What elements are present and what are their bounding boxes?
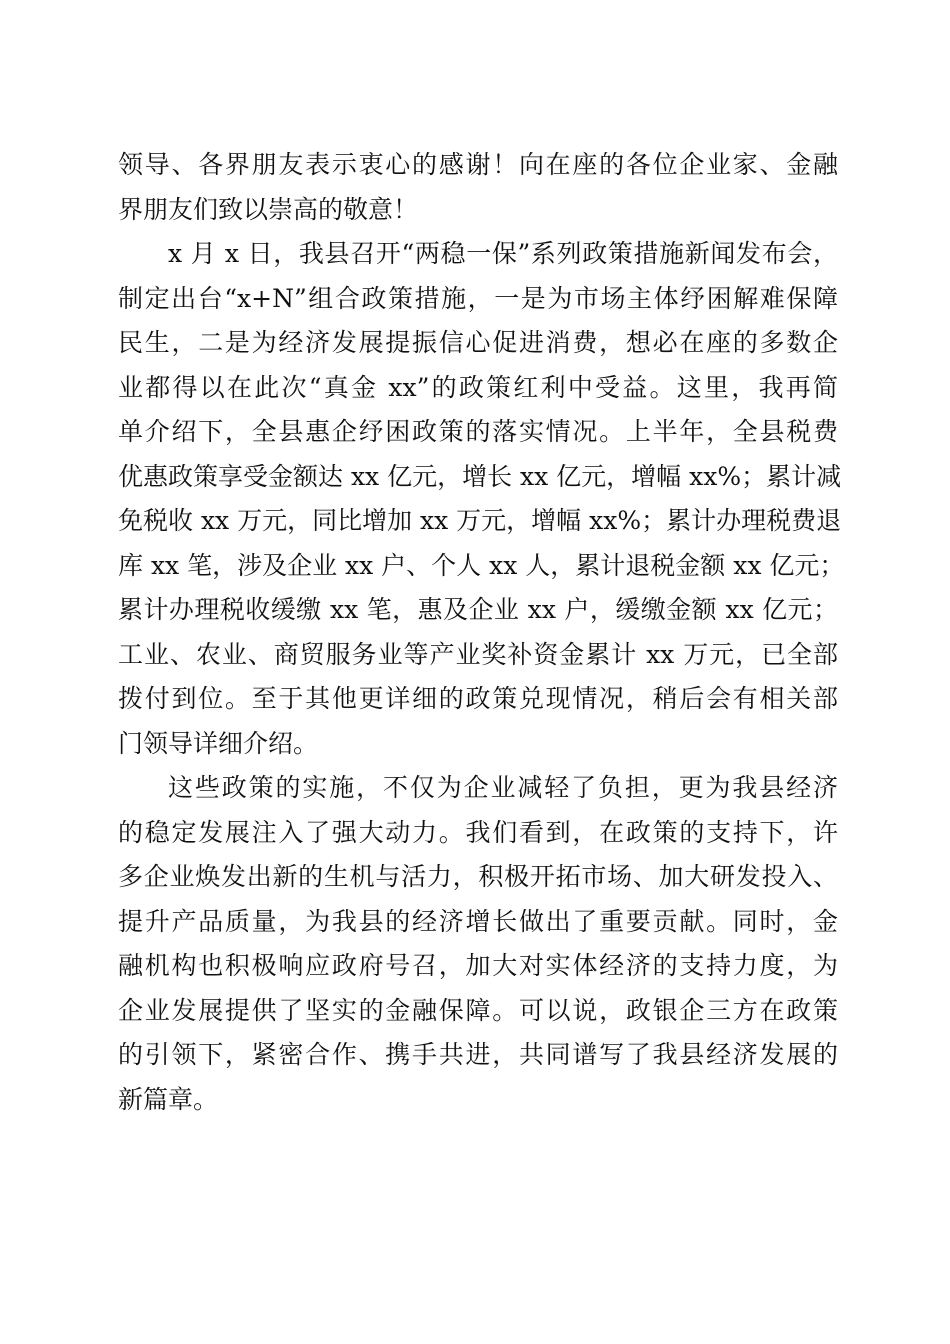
paragraph-line: 新篇章。 <box>118 1084 219 1114</box>
paragraph-line: 多企业焕发出新的生机与活力，积极开拓市场、加大研发投入、 <box>118 862 838 891</box>
document-body <box>118 143 845 1122</box>
paragraph-line: 库 xx 笔，涉及企业 xx 户、个人 xx 人，累计退税金额 xx 亿元； <box>118 550 845 580</box>
paragraph-line: 门领导详细介绍。 <box>118 728 319 758</box>
paragraph-3 <box>118 766 838 1122</box>
paragraph-line: 这些政策的实施，不仅为企业减轻了负担，更为我县经济 <box>168 773 838 802</box>
paragraph-line: 的稳定发展注入了强大动力。我们看到，在政策的支持下，许 <box>118 817 838 847</box>
paragraph-1 <box>118 143 838 232</box>
paragraph-line: 业都得以在此次“真金 xx”的政策红利中受益。这里，我再简 <box>118 372 838 402</box>
paragraph-line: 免税收 xx 万元，同比增加 xx 万元，增幅 xx%；累计办理税费退 <box>118 506 842 535</box>
paragraph-line: 企业发展提供了坚实的金融保障。可以说，政银企三方在政策 <box>118 995 838 1025</box>
paragraph-line: 优惠政策享受金额达 xx 亿元，增长 xx 亿元，增幅 xx%；累计减 <box>118 461 842 491</box>
paragraph-line: 工业、农业、商贸服务业等产业奖补资金累计 xx 万元，已全部 <box>118 639 838 669</box>
paragraph-2 <box>118 232 845 766</box>
paragraph-line: 融机构也积极响应政府号召，加大对实体经济的支持力度，为 <box>118 951 838 980</box>
paragraph-line: 单介绍下，全县惠企纾困政策的落实情况。上半年，全县税费 <box>118 417 838 446</box>
paragraph-line: 民生，二是为经济发展提振信心促进消费，想必在座的多数企 <box>118 328 838 357</box>
paragraph-line: 领导、各界朋友表示衷心的感谢！向在座的各位企业家、金融 <box>118 150 838 179</box>
paragraph-line: 制定出台“x+N”组合政策措施，一是为市场主体纾困解难保障 <box>118 283 838 313</box>
paragraph-line: x 月 x 日，我县召开“两稳一保”系列政策措施新闻发布会， <box>168 239 838 268</box>
paragraph-line: 拨付到位。至于其他更详细的政策兑现情况，稍后会有相关部 <box>118 684 838 713</box>
paragraph-line: 累计办理税收缓缴 xx 笔，惠及企业 xx 户，缓缴金额 xx 亿元； <box>118 595 838 624</box>
paragraph-line: 界朋友们致以崇高的敬意！ <box>118 194 419 224</box>
paragraph-line: 提升产品质量，为我县的经济增长做出了重要贡献。同时，金 <box>118 906 838 936</box>
paragraph-line: 的引领下，紧密合作、携手共进，共同谱写了我县经济发展的 <box>118 1040 838 1069</box>
